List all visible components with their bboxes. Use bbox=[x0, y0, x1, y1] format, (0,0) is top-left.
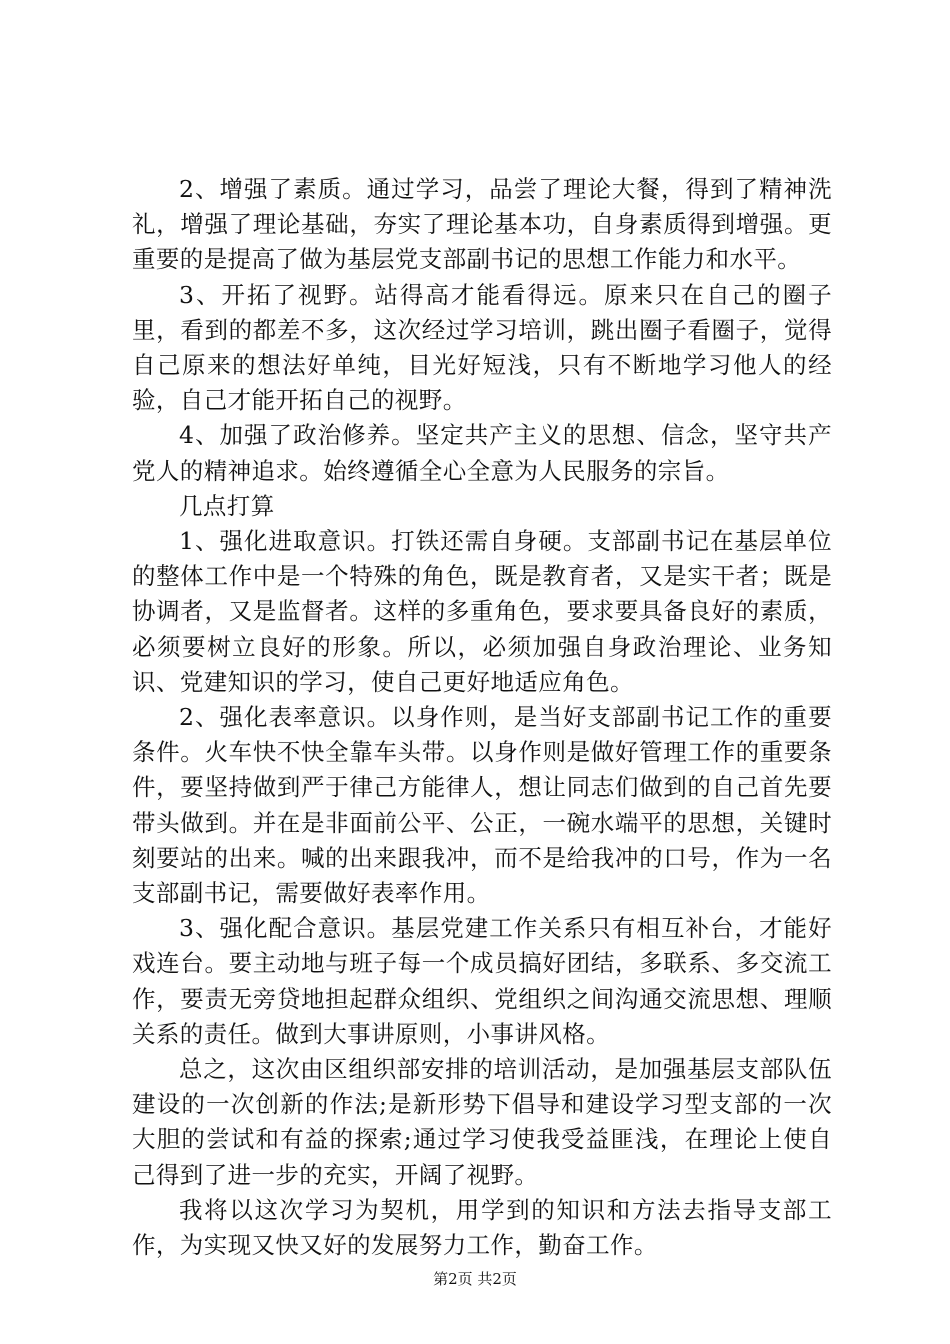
paragraph-conclusion: 我将以这次学习为契机，用学到的知识和方法去指导支部工作，为实现又快又好的发展努力工作，勤奋工作。 bbox=[132, 1195, 832, 1260]
section-heading-plans: 几点打算 bbox=[179, 491, 275, 520]
document-body bbox=[132, 172, 832, 1263]
paragraph-exemplary: 2、强化表率意识。以身作则，是当好支部副书记工作的重要条件。火车快不快全靠车头带。以身作则是做好管理工作的重要条件，要坚持做到严于律己方能律人，想让同志们做到的自己首先要带头做到。并在是非面前公平、公正，一碗水端平的思想，关键时刻要站的出来。喊的出来跟我冲，而不是给我冲的口号，作为一名支部副书记，需要做好表率作用。 bbox=[132, 703, 832, 908]
paragraph-political-cultivation: 4、加强了政治修养。坚定共产主义的思想、信念，坚守共产党人的精神追求。始终遵循全心全意为人民服务的宗旨。 bbox=[132, 421, 832, 485]
paragraph-summary: 总之，这次由区组织部安排的培训活动，是加强基层支部队伍建设的一次创新的作法;是新形势下倡导和建设学习型支部的一次大胆的尝试和有益的探索;通过学习使我受益匪浅，在理论上使自己得到了进一步的充实，开阔了视野。 bbox=[132, 1055, 832, 1189]
paragraph-vision: 3、开拓了视野。站得高才能看得远。原来只在自己的圈子里，看到的都差不多，这次经过学习培训，跳出圈子看圈子，觉得自己原来的想法好单纯，目光好短浅，只有不断地学习他人的经验，自己才能开拓自己的视野。 bbox=[132, 280, 832, 415]
paragraph-enterprising: 1、强化进取意识。打铁还需自身硬。支部副书记在基层单位的整体工作中是一个特殊的角色，既是教育者，又是实干者；既是协调者，又是监督者。这样的多重角色，要求要具备良好的素质，必须要树立良好的形象。所以，必须加强自身政治理论、业务知识、党建知识的学习，使自己更好地适应角色。 bbox=[132, 527, 832, 696]
paragraph-quality: 2、增强了素质。通过学习，品尝了理论大餐，得到了精神洗礼，增强了理论基础，夯实了理论基本功，自身素质得到增强。更重要的是提高了做为基层党支部副书记的思想工作能力和水平。 bbox=[132, 175, 832, 274]
page-number-footer: 第2页 共2页 bbox=[433, 1270, 517, 1288]
paragraph-cooperation: 3、强化配合意识。基层党建工作关系只有相互补台，才能好戏连台。要主动地与班子每一个成员搞好团结，多联系、多交流工作，要责无旁贷地担起群众组织、党组织之间沟通交流思想、理顺关系的责任。做到大事讲原则，小事讲风格。 bbox=[132, 914, 832, 1048]
